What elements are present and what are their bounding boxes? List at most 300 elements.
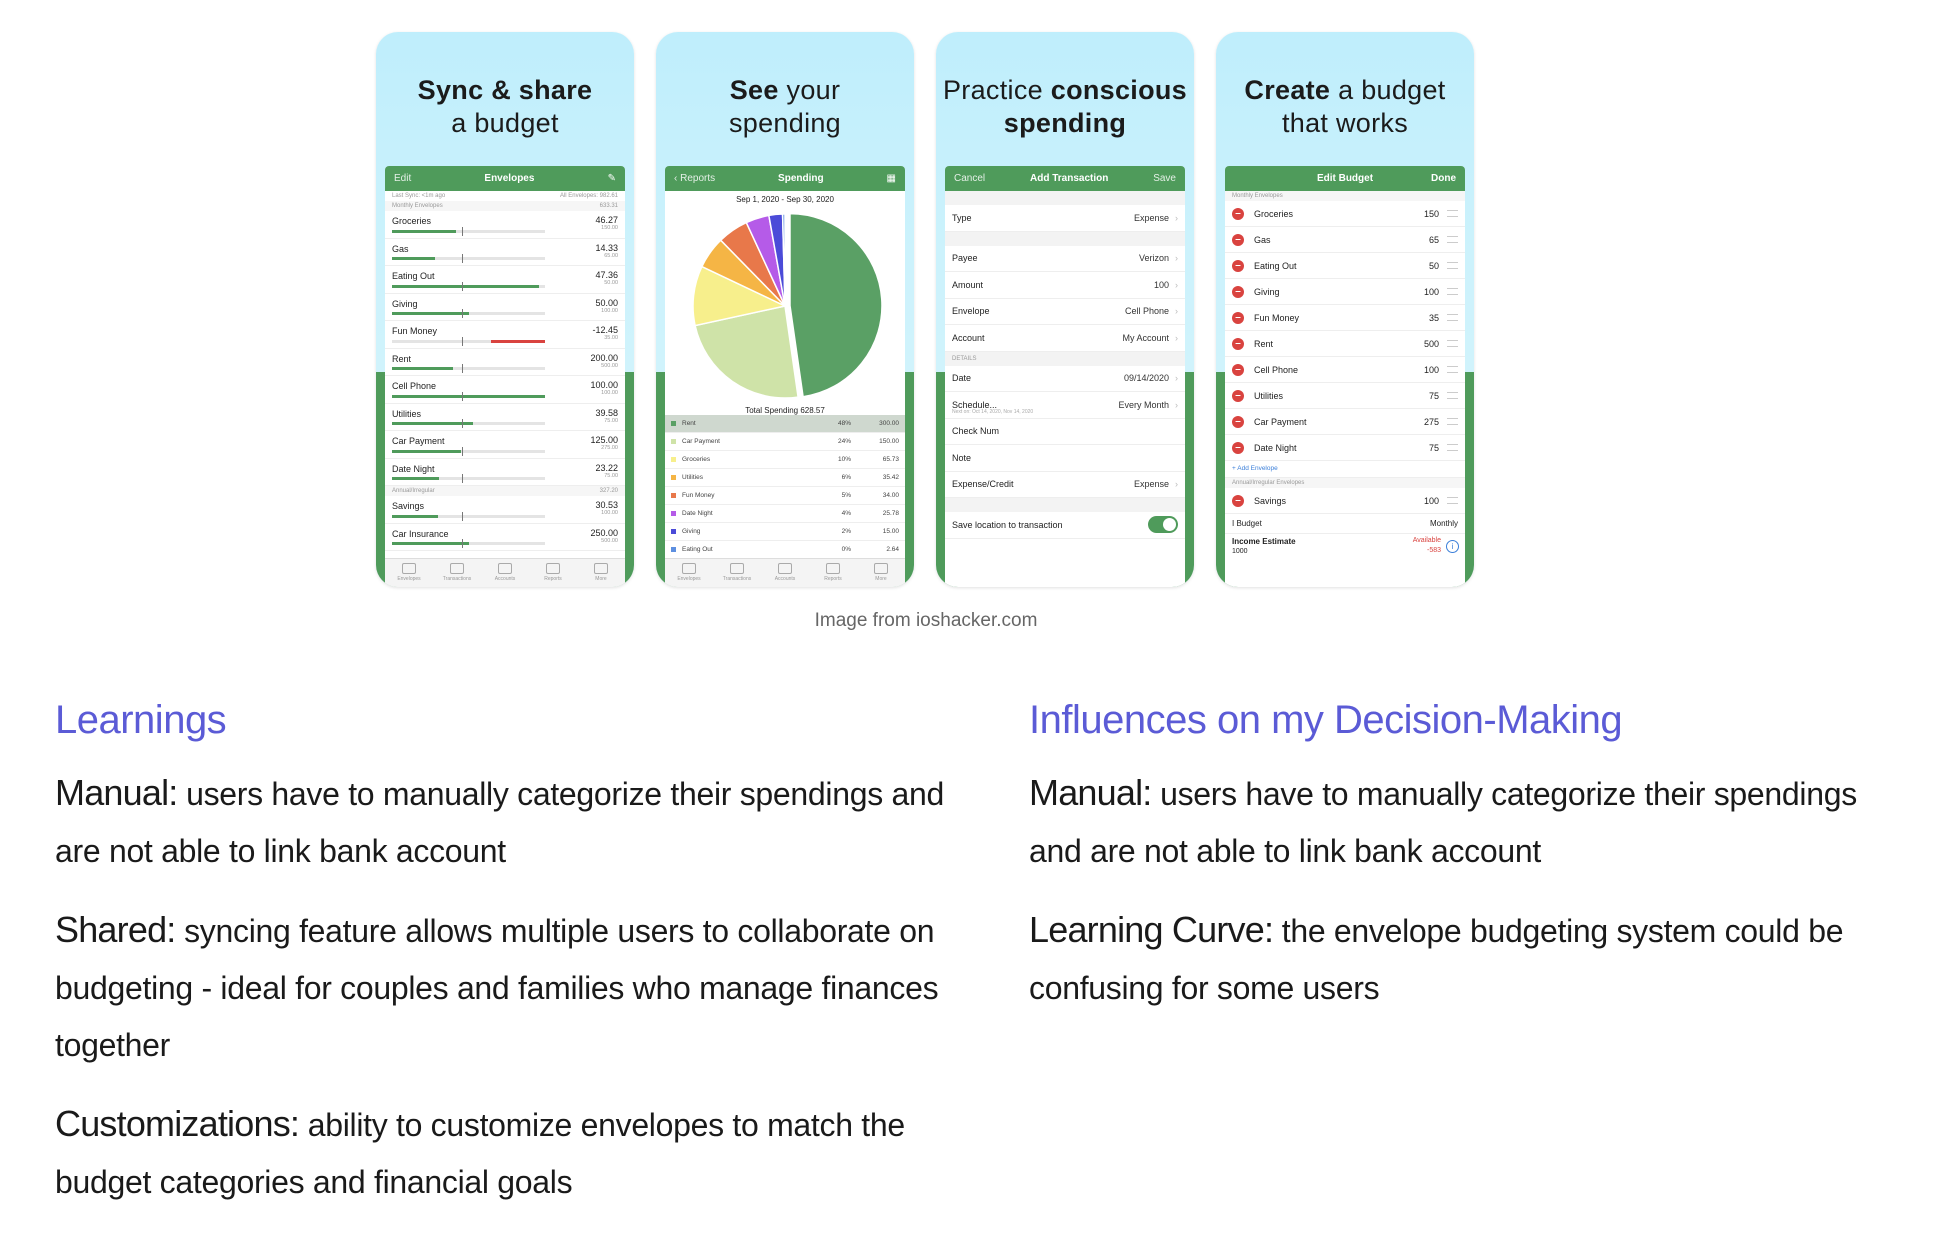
section-annual (385, 486, 625, 496)
drag-handle-icon[interactable] (1447, 288, 1458, 295)
envelope-name: Utilities (1254, 390, 1284, 401)
schedule-next: Next on: Oct 14, 2020, Nov 14, 2020 (952, 409, 1034, 415)
field-value: Monthly (1429, 519, 1458, 528)
budget-envelope-row[interactable] (1225, 279, 1465, 305)
annual-list (385, 496, 625, 551)
remove-icon[interactable]: – (1232, 416, 1244, 428)
bullet-paragraph (55, 1095, 955, 1211)
spending-breakdown (665, 415, 905, 559)
envelope-progress-track (392, 477, 545, 480)
drag-handle-icon[interactable] (1447, 210, 1458, 217)
budget-envelope-row[interactable] (1225, 357, 1465, 383)
category-swatch (671, 493, 676, 498)
nav-title: Envelopes (484, 173, 535, 184)
envelope-amount[interactable]: 500 (1423, 338, 1439, 349)
envelope-amount[interactable]: 75 (1428, 442, 1439, 453)
type-row[interactable] (945, 205, 1185, 232)
envelope-budget: 100.00 (601, 307, 618, 314)
remove-icon[interactable]: – (1232, 364, 1244, 376)
app-screenshots (376, 32, 1476, 587)
envelope-progress-fill (392, 542, 469, 545)
budget-envelope-row[interactable] (1225, 305, 1465, 331)
category-amount: 2.64 (886, 546, 899, 553)
envelope-progress-fill (392, 230, 456, 233)
field-label: Payee (952, 253, 978, 264)
envelope-budget: 75.00 (604, 472, 618, 479)
budget-envelope-row[interactable] (1225, 409, 1465, 435)
drag-handle-icon[interactable] (1447, 444, 1458, 451)
category-percent: 48% (837, 420, 851, 427)
field-value: Expense › (1134, 479, 1178, 489)
bullet-text: users have to manually categorize their spendings and are not able to link bank account (1029, 776, 1857, 869)
schedule-row[interactable] (945, 392, 1185, 419)
headline-bold: spending (1003, 108, 1127, 138)
envelope-amount[interactable]: 100 (1423, 364, 1439, 375)
envelope-list (385, 211, 625, 486)
envelope-budget: 275.00 (601, 445, 618, 451)
reports-icon (546, 563, 560, 574)
envelope-progress-track (392, 285, 545, 288)
section-label: Monthly Envelopes (392, 203, 443, 209)
remove-icon[interactable]: – (1232, 208, 1244, 220)
field-label: Date (952, 373, 972, 384)
spending-row[interactable] (665, 487, 905, 505)
envelope-name: Gas (1254, 234, 1271, 245)
envelope-amount[interactable]: 275 (1423, 416, 1439, 427)
remove-icon[interactable]: – (1232, 338, 1244, 350)
report-period: Sep 1, 2020 - Sep 30, 2020 (736, 195, 834, 204)
available-value: -583 (1426, 547, 1441, 554)
envelope-name: Date Night (1254, 442, 1297, 453)
nav-title: Add Transaction (1029, 173, 1109, 184)
envelope-progress-fill (392, 285, 539, 288)
drag-handle-icon[interactable] (1447, 236, 1458, 243)
envelope-row[interactable] (385, 349, 625, 377)
category-swatch (671, 529, 676, 534)
period-marker (462, 512, 463, 521)
drag-handle-icon[interactable] (1447, 392, 1458, 399)
all-envelopes-total: All Envelopes: 982.61 (559, 193, 618, 199)
transactions-icon (450, 563, 464, 574)
tab-reports[interactable] (539, 563, 567, 583)
envelope-name: Savings (392, 501, 425, 511)
category-name: Groceries (682, 456, 711, 463)
payee-row[interactable] (945, 246, 1185, 273)
spending-row[interactable] (665, 523, 905, 541)
envelope-name: Car Payment (392, 436, 445, 446)
bullet-paragraph (55, 901, 955, 1074)
drag-handle-icon[interactable] (1447, 366, 1458, 373)
envelope-row[interactable] (385, 459, 625, 487)
envelope-name: Car Payment (1254, 416, 1307, 427)
bullet-text: the envelope budgeting system could be confusing for some users (1029, 913, 1844, 1006)
bullet-paragraph (55, 764, 955, 880)
envelope-progress-track (392, 367, 545, 370)
envelope-name: Giving (392, 298, 418, 309)
tab-label: Reports (824, 576, 842, 582)
tab-reports[interactable] (819, 563, 847, 583)
envelope-row[interactable] (385, 321, 625, 349)
category-percent: 4% (841, 510, 851, 517)
field-label: Note (952, 452, 972, 463)
envelope-progress-track (392, 395, 545, 398)
form-gap (945, 232, 1185, 246)
phone-screen (665, 166, 905, 587)
cancel-button[interactable]: Cancel (954, 173, 986, 184)
remove-icon[interactable]: – (1232, 442, 1244, 454)
category-name: Eating Out (682, 546, 713, 553)
phone-screen (1225, 166, 1465, 587)
envelope-amount: 250.00 (590, 527, 618, 538)
envelope-budget: 65.00 (604, 252, 618, 259)
remove-icon[interactable]: – (1232, 312, 1244, 324)
envelope-name: Groceries (392, 216, 432, 226)
envelope-progress-track (392, 450, 545, 453)
envelope-amount[interactable]: 35 (1428, 312, 1439, 323)
category-amount: 25.78 (882, 510, 899, 517)
tab-label: More (875, 576, 887, 582)
category-swatch (671, 475, 676, 480)
period-marker (462, 392, 463, 401)
envelope-amount[interactable]: 50 (1428, 260, 1439, 271)
phone-headline (656, 74, 914, 140)
envelope-amount: 30.53 (595, 500, 618, 510)
nav-title: Edit Budget (1316, 173, 1374, 184)
envelope-name: Cell Phone (392, 381, 437, 391)
tab-accounts[interactable] (491, 563, 519, 583)
envelope-amount: 46.27 (595, 215, 618, 225)
spending-row[interactable] (665, 415, 905, 433)
envelope-name: Giving (1254, 286, 1280, 297)
spending-row[interactable] (665, 505, 905, 523)
category-swatch (671, 457, 676, 462)
envelope-amount[interactable]: 65 (1428, 234, 1439, 245)
tab-more[interactable] (587, 563, 615, 583)
back-label: Reports (680, 173, 716, 184)
compose-icon[interactable]: ✎ (607, 173, 616, 184)
remove-icon[interactable]: – (1232, 234, 1244, 246)
learnings-column (55, 694, 955, 1232)
period-marker (462, 254, 463, 263)
bullet-paragraph (1029, 901, 1909, 1017)
note-row[interactable] (945, 445, 1185, 472)
envelope-budget: 100.00 (601, 390, 618, 396)
tab-label: Transactions (442, 576, 472, 582)
check-num-row[interactable] (945, 419, 1185, 446)
section-label: Annual/Irregular (392, 488, 435, 494)
envelope-amount[interactable]: 100 (1423, 286, 1439, 297)
last-sync: Last Sync: <1m ago (392, 193, 446, 199)
period-marker (462, 419, 463, 428)
drag-handle-icon[interactable] (1447, 418, 1458, 425)
info-icon[interactable]: i (1446, 540, 1459, 553)
headline-light: your (786, 75, 841, 105)
category-swatch (671, 421, 676, 426)
envelope-amount: 14.33 (595, 242, 618, 253)
tab-label: Envelopes (397, 576, 421, 582)
section-total: 633.31 (599, 203, 618, 209)
section-monthly: Monthly Envelopes (1225, 191, 1465, 201)
spending-pie (665, 206, 905, 406)
envelope-budget: 500.00 (601, 537, 618, 544)
envelope-amount: 39.58 (595, 407, 618, 418)
field-value: Every Month › (1118, 400, 1178, 410)
form-gap (945, 498, 1185, 512)
envelope-progress-fill (392, 257, 435, 260)
field-value: Expense › (1134, 213, 1178, 223)
image-caption: Image from ioshacker.com (814, 610, 1038, 631)
period-marker (462, 447, 463, 456)
envelope-progress-track (392, 515, 545, 518)
drag-handle-icon[interactable] (1447, 497, 1458, 504)
envelope-row[interactable] (945, 299, 1185, 326)
phone-sync-share (376, 32, 634, 587)
category-amount: 65.73 (882, 456, 899, 463)
envelope-progress-track (392, 312, 545, 315)
envelope-name: Eating Out (392, 271, 435, 281)
envelope-amount: -12.45 (592, 325, 618, 335)
phone-screen (385, 166, 625, 587)
budget-envelope-row[interactable] (1225, 253, 1465, 279)
drag-handle-icon[interactable] (1447, 262, 1458, 269)
influences-column (1029, 694, 1909, 1038)
phone-conscious-spending (936, 32, 1194, 587)
field-value: My Account › (1122, 333, 1178, 343)
tab-accounts[interactable] (771, 563, 799, 583)
envelope-row[interactable] (385, 239, 625, 267)
tab-label: Reports (544, 576, 562, 582)
category-amount: 150.00 (879, 438, 899, 445)
remove-icon[interactable]: – (1232, 286, 1244, 298)
category-percent: 0% (841, 546, 851, 553)
field-label: Save location to transaction (952, 519, 1063, 530)
done-button[interactable]: Done (1431, 173, 1456, 184)
location-row (945, 512, 1185, 539)
envelope-amount: 125.00 (590, 435, 618, 445)
tab-label: Accounts (494, 576, 516, 582)
amount-row[interactable] (945, 272, 1185, 299)
spending-row[interactable] (665, 433, 905, 451)
phone-screen (945, 166, 1185, 587)
envelope-progress-fill (392, 367, 453, 370)
income-label: Income Estimate (1232, 537, 1296, 546)
field-value: Verizon › (1139, 253, 1178, 263)
field-label: Envelope (952, 306, 990, 317)
field-label: Amount (952, 279, 984, 290)
field-label: Account (952, 332, 985, 343)
bullet-text: ability to customize envelopes to match the budget categories and financial goals (55, 1107, 905, 1200)
envelope-row[interactable] (385, 294, 625, 322)
budget-envelope-row[interactable] (1225, 201, 1465, 227)
accounts-icon (498, 563, 512, 574)
tab-transactions[interactable] (443, 563, 471, 583)
envelope-row[interactable] (385, 211, 625, 239)
location-toggle[interactable] (1148, 516, 1178, 533)
envelope-progress-fill (392, 515, 438, 518)
envelope-name: Fun Money (1254, 312, 1300, 323)
category-amount: 35.42 (882, 474, 899, 481)
remove-icon[interactable]: – (1232, 260, 1244, 272)
field-label: Schedule... (952, 399, 998, 410)
envelope-name: Groceries (1254, 208, 1294, 219)
more-icon (874, 563, 888, 574)
envelope-amount: 23.22 (595, 462, 618, 473)
envelope-row[interactable] (385, 524, 625, 552)
field-value: 09/14/2020 › (1124, 373, 1178, 383)
category-name: Fun Money (682, 492, 715, 499)
sync-meta (385, 191, 625, 201)
nav-title: Spending (778, 173, 824, 184)
add-envelope-link[interactable]: + Add Envelope (1225, 461, 1465, 478)
envelope-row[interactable] (385, 496, 625, 524)
phone-see-spending (656, 32, 914, 587)
bullet-text: users have to manually categorize their spendings and are not able to link bank account (55, 776, 944, 869)
period-marker (462, 227, 463, 236)
save-button[interactable]: Save (1153, 173, 1176, 184)
category-name: Date Night (682, 510, 713, 517)
tab-label: Accounts (774, 576, 796, 582)
more-icon (594, 563, 608, 574)
bullet-term: Learning Curve: (1029, 909, 1274, 950)
amount-input[interactable]: 100 › (1154, 280, 1178, 290)
envelope-row[interactable] (385, 404, 625, 432)
envelope-name: Rent (392, 353, 412, 364)
period-marker (462, 364, 463, 373)
category-amount: 300.00 (879, 420, 899, 427)
envelope-progress-track (392, 340, 545, 343)
category-swatch (671, 439, 676, 444)
envelope-name: Savings (1254, 495, 1287, 506)
total-spending: Total Spending 628.57 (745, 406, 825, 415)
envelope-progress-fill (392, 312, 469, 315)
envelope-row[interactable] (385, 431, 625, 459)
budget-envelope-row[interactable] (1225, 227, 1465, 253)
headline-bold: Sync & share (417, 75, 593, 105)
envelope-progress-track (392, 422, 545, 425)
envelope-row[interactable] (385, 266, 625, 294)
drag-handle-icon[interactable] (1447, 314, 1458, 321)
transactions-icon (730, 563, 744, 574)
envelope-progress-fill (392, 422, 473, 425)
field-value: Cell Phone › (1125, 306, 1178, 316)
headline-light: a budget (1338, 75, 1446, 105)
envelope-name: Car Insurance (392, 528, 449, 539)
account-row[interactable] (945, 325, 1185, 352)
field-label: Check Num (952, 426, 1000, 437)
period-marker (462, 539, 463, 548)
category-name: Utilities (682, 474, 703, 481)
envelope-progress-track (392, 257, 545, 260)
spending-row[interactable] (665, 469, 905, 487)
headline-bold: See (729, 75, 779, 105)
category-percent: 24% (837, 438, 851, 445)
budget-envelope-row[interactable] (1225, 435, 1465, 461)
details-section: DETAILS (945, 352, 1185, 366)
envelope-progress-fill (392, 450, 461, 453)
category-name: Rent (682, 420, 696, 427)
headline-light: spending (729, 108, 841, 138)
category-amount: 34.00 (882, 492, 899, 499)
budget-envelope-row[interactable] (1225, 488, 1465, 514)
tab-more[interactable] (867, 563, 895, 583)
expense-credit-row[interactable] (945, 472, 1185, 499)
tab-bar (665, 558, 905, 587)
budget-envelope-row[interactable] (1225, 331, 1465, 357)
learnings-heading: Learnings (55, 698, 227, 742)
influences-list (1029, 764, 1909, 1017)
envelope-progress-track (392, 230, 545, 233)
envelope-name: Date Night (392, 463, 435, 474)
edit-button[interactable]: Edit (394, 173, 412, 184)
income-value[interactable]: 1000 (1232, 548, 1248, 555)
budget-period-row[interactable] (1225, 514, 1465, 534)
envelope-name: Fun Money (392, 326, 438, 336)
phone-create-budget (1216, 32, 1474, 587)
back-reports-button[interactable]: ‹ Reports (674, 173, 716, 184)
headline-bold: Create (1244, 75, 1331, 105)
bullet-term: Manual: (55, 772, 178, 813)
drag-handle-icon[interactable] (1447, 340, 1458, 347)
tab-envelopes[interactable] (675, 563, 703, 583)
remove-icon[interactable]: – (1232, 390, 1244, 402)
envelope-budget: 35.00 (604, 335, 618, 341)
phone-headline (376, 74, 634, 140)
tab-label: More (595, 576, 607, 582)
available-label: Available (1412, 537, 1441, 544)
spending-row[interactable] (665, 451, 905, 469)
reports-icon (826, 563, 840, 574)
calendar-icon[interactable]: ▦ (886, 173, 896, 184)
nav-bar (665, 166, 905, 191)
envelope-budget: 75.00 (604, 417, 618, 424)
tab-label: Envelopes (677, 576, 701, 582)
headline-light: a budget (451, 108, 559, 138)
envelope-budget: 50.00 (604, 280, 618, 286)
envelope-amount[interactable]: 75 (1428, 390, 1439, 401)
pie-slice-rent[interactable] (790, 214, 882, 397)
envelope-amount[interactable]: 100 (1423, 495, 1439, 506)
pie-chart (685, 206, 885, 406)
remove-icon[interactable]: – (1232, 495, 1244, 507)
budget-envelope-row[interactable] (1225, 383, 1465, 409)
field-label: I Budget (1232, 519, 1262, 528)
envelopes-icon (682, 563, 696, 574)
bullet-term: Shared: (55, 909, 176, 950)
income-estimate-row (1225, 534, 1465, 564)
envelope-amount[interactable]: 150 (1423, 208, 1439, 219)
date-row[interactable] (945, 366, 1185, 393)
envelope-name: Gas (392, 243, 409, 254)
tab-envelopes[interactable] (395, 563, 423, 583)
headline-light: that works (1281, 108, 1409, 138)
envelope-budget: 100.00 (601, 510, 618, 516)
envelope-progress-fill (491, 340, 545, 343)
tab-transactions[interactable] (723, 563, 751, 583)
period-marker (462, 309, 463, 318)
category-swatch (671, 547, 676, 552)
tab-label: Transactions (722, 576, 752, 582)
bullet-term: Manual: (1029, 772, 1152, 813)
accounts-icon (778, 563, 792, 574)
spending-row[interactable] (665, 541, 905, 559)
category-name: Giving (682, 528, 701, 535)
envelope-row[interactable] (385, 376, 625, 404)
phone-headline (936, 74, 1194, 140)
headline-bold: conscious (1050, 75, 1187, 105)
headline-light: Practice (943, 75, 1043, 105)
category-percent: 6% (841, 474, 851, 481)
envelope-name: Rent (1254, 338, 1274, 349)
